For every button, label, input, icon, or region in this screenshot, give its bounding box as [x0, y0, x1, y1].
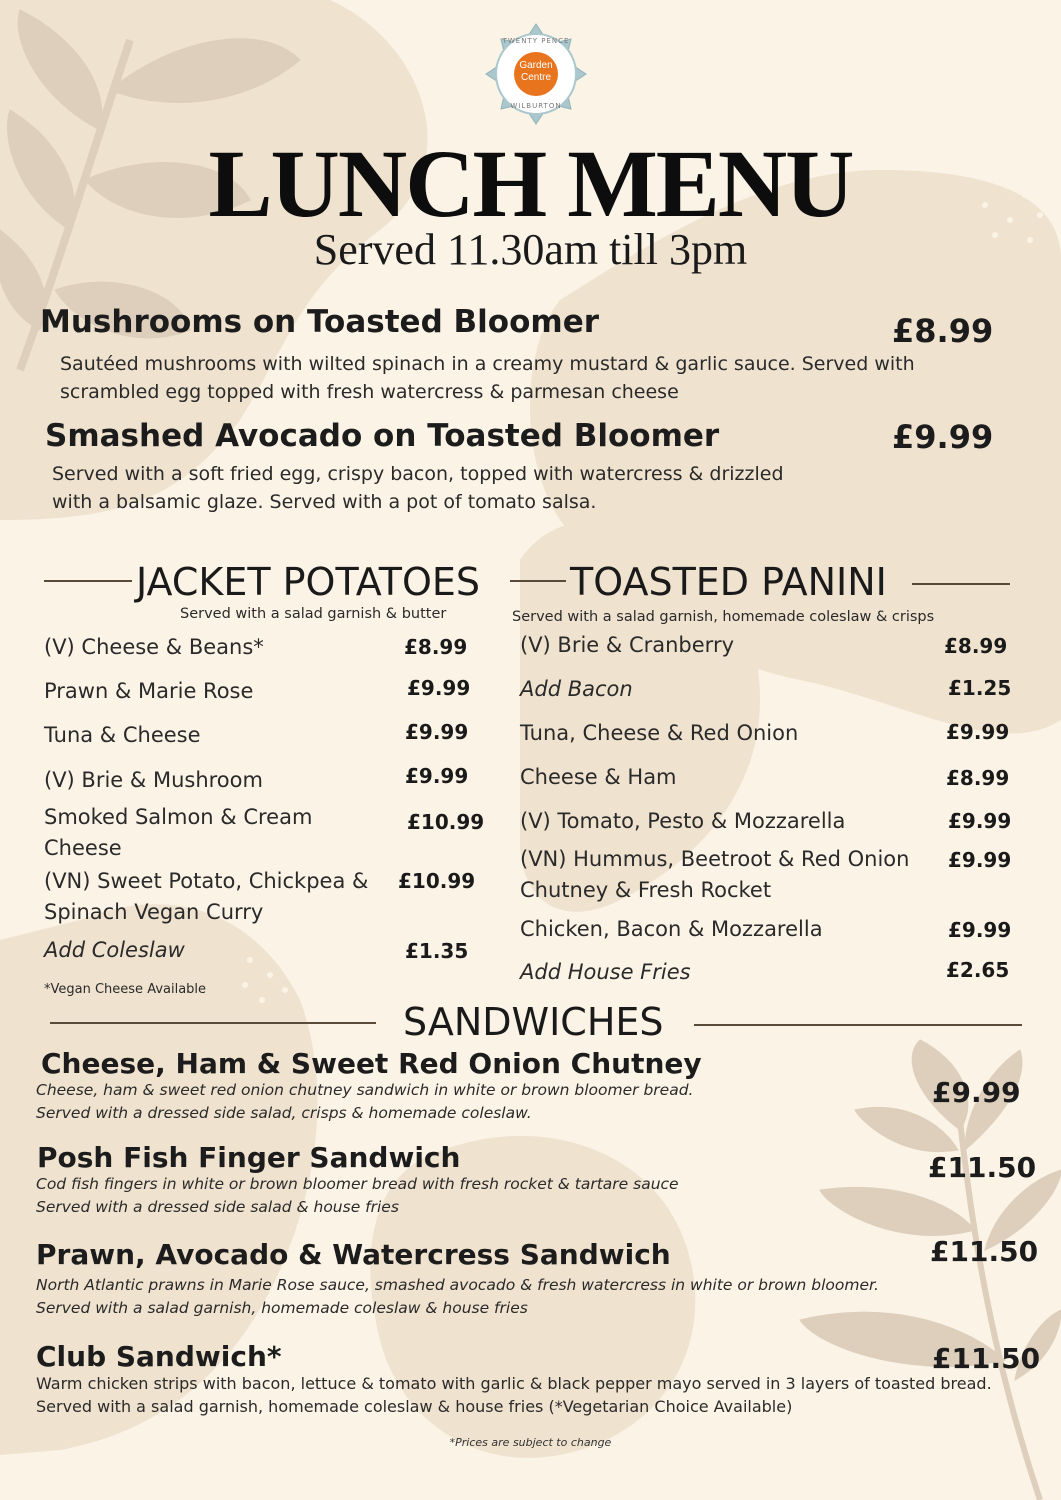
sandwich-desc-line: Served with a salad garnish, homemade coleslaw & house fries: [36, 1299, 528, 1317]
page-title: LUNCH MENU: [208, 130, 853, 237]
featured-desc-line: scrambled egg topped with fresh watercress & parmesan cheese: [60, 381, 679, 403]
panini-item-name: Chicken, Bacon & Mozzarella: [520, 917, 823, 941]
panini-note: Served with a salad garnish, homemade coleslaw & crisps: [512, 609, 935, 625]
sandwich-name: Prawn, Avocado & Watercress Sandwich: [36, 1238, 671, 1271]
sandwich-desc-line: Warm chicken strips with bacon, lettuce & tomato with garlic & black pepper mayo served in 3 layers of toasted bread.: [36, 1374, 992, 1393]
jacket-item-name: Tuna & Cheese: [44, 723, 201, 747]
sandwich-desc-line: North Atlantic prawns in Marie Rose sauce, smashed avocado & fresh watercress in white or brown bloomer.: [36, 1276, 879, 1294]
jacket-item-name: (V) Brie & Mushroom: [44, 768, 263, 792]
featured-item-price: £8.99: [892, 312, 994, 350]
featured-item-desc: [52, 460, 952, 516]
sandwich-desc: [36, 1274, 879, 1320]
panini-item-price: £9.99: [948, 918, 1012, 942]
featured-desc-line: with a balsamic glaze. Served with a pot of tomato salsa.: [52, 491, 597, 513]
featured-item-desc: [60, 350, 960, 406]
section-rule: [510, 580, 566, 582]
sandwich-price: £9.99: [932, 1076, 1021, 1109]
sandwich-desc-line: Served with a dressed side salad & house fries: [36, 1198, 399, 1216]
jacket-item-price: £9.99: [405, 764, 469, 788]
section-rule: [44, 580, 132, 582]
sandwich-desc: [36, 1173, 679, 1219]
section-rule: [912, 583, 1010, 585]
jacket-item-price: £10.99: [407, 810, 485, 834]
section-rule: [694, 1024, 1022, 1026]
panini-item-price: £8.99: [944, 634, 1008, 658]
logo-centre-text: Centre: [520, 72, 551, 83]
jacket-addon-price: £1.35: [405, 939, 469, 963]
sandwich-desc-line: Served with a dressed side salad, crisps & homemade coleslaw.: [36, 1104, 532, 1122]
section-rule: [50, 1022, 376, 1024]
jacket-item-price: £9.99: [405, 720, 469, 744]
featured-item-name: Smashed Avocado on Toasted Bloomer: [45, 418, 720, 454]
panini-item-price: £9.99: [946, 720, 1010, 744]
panini-item-price: £8.99: [946, 766, 1010, 790]
sandwiches-heading: SANDWICHES: [403, 1000, 664, 1044]
panini-addon-name: Add Bacon: [520, 677, 633, 701]
panini-addon-name: Add House Fries: [520, 960, 691, 984]
jacket-item-name: [44, 866, 368, 928]
panini-item-name: Cheese & Ham: [520, 765, 677, 789]
sandwich-desc-line: Served with a salad garnish, homemade coleslaw & house fries (*Vegetarian Choice Available): [36, 1397, 793, 1416]
panini-item-name: (V) Brie & Cranberry: [520, 633, 734, 657]
jacket-item-price: £9.99: [407, 676, 471, 700]
featured-desc-line: Served with a soft fried egg, crispy bacon, topped with watercress & drizzled: [52, 463, 784, 485]
jacket-addon-name: Add Coleslaw: [44, 938, 185, 962]
leaf-branch-bottom-right: [800, 1040, 1061, 1500]
jacket-item-line: Spinach Vegan Curry: [44, 900, 264, 924]
jacket-heading: JACKET POTATOES: [136, 560, 481, 604]
jacket-item-name: [44, 802, 312, 864]
panini-item-price: £9.99: [948, 848, 1012, 872]
sandwich-name: Posh Fish Finger Sandwich: [37, 1141, 461, 1174]
jacket-item-price: £8.99: [404, 635, 468, 659]
panini-addon-price: £1.25: [948, 676, 1012, 700]
sandwich-desc: [36, 1079, 693, 1125]
garden-centre-logo: [484, 22, 588, 126]
featured-desc-line: Sautéed mushrooms with wilted spinach in a creamy mustard & garlic sauce. Served with: [60, 353, 915, 375]
logo-ring-top: TWENTY PENCE: [502, 37, 570, 45]
panini-item-price: £9.99: [948, 809, 1012, 833]
panini-item-line: (VN) Hummus, Beetroot & Red Onion: [520, 847, 910, 871]
page-subtitle: Served 11.30am till 3pm: [313, 225, 748, 274]
sandwich-price: £11.50: [932, 1342, 1041, 1375]
vegan-footnote: *Vegan Cheese Available: [44, 982, 207, 997]
logo-garden-text: Garden: [519, 60, 553, 71]
jacket-item-line: Cheese: [44, 836, 122, 860]
panini-item-name: [520, 844, 909, 906]
sandwich-desc-line: Cheese, ham & sweet red onion chutney sandwich in white or brown bloomer bread.: [36, 1081, 694, 1099]
jacket-item-line: Smoked Salmon & Cream: [44, 805, 313, 829]
sandwich-name: Cheese, Ham & Sweet Red Onion Chutney: [41, 1047, 702, 1080]
panini-addon-price: £2.65: [946, 958, 1010, 982]
logo-center-text: [514, 60, 558, 84]
jacket-item-price: £10.99: [398, 869, 476, 893]
sandwich-name: Club Sandwich*: [36, 1340, 282, 1373]
prices-disclaimer: *Prices are subject to change: [449, 1436, 612, 1449]
logo-ring-bottom: WILBURTON: [510, 102, 562, 110]
sandwich-desc: [36, 1372, 992, 1418]
featured-item-name: Mushrooms on Toasted Bloomer: [40, 304, 600, 340]
panini-heading: TOASTED PANINI: [570, 560, 887, 604]
jacket-item-name: (V) Cheese & Beans*: [44, 635, 264, 659]
sandwich-price: £11.50: [930, 1235, 1039, 1268]
panini-item-name: Tuna, Cheese & Red Onion: [520, 721, 799, 745]
jacket-item-line: (VN) Sweet Potato, Chickpea &: [44, 869, 369, 893]
panini-item-name: (V) Tomato, Pesto & Mozzarella: [520, 809, 846, 833]
sandwich-price: £11.50: [928, 1151, 1037, 1184]
jacket-item-name: Prawn & Marie Rose: [44, 679, 254, 703]
sandwich-desc-line: Cod fish fingers in white or brown bloomer bread with fresh rocket & tartare sauce: [36, 1175, 679, 1193]
panini-item-line: Chutney & Fresh Rocket: [520, 878, 772, 902]
jacket-note: Served with a salad garnish & butter: [180, 606, 447, 622]
featured-item-price: £9.99: [892, 418, 994, 456]
